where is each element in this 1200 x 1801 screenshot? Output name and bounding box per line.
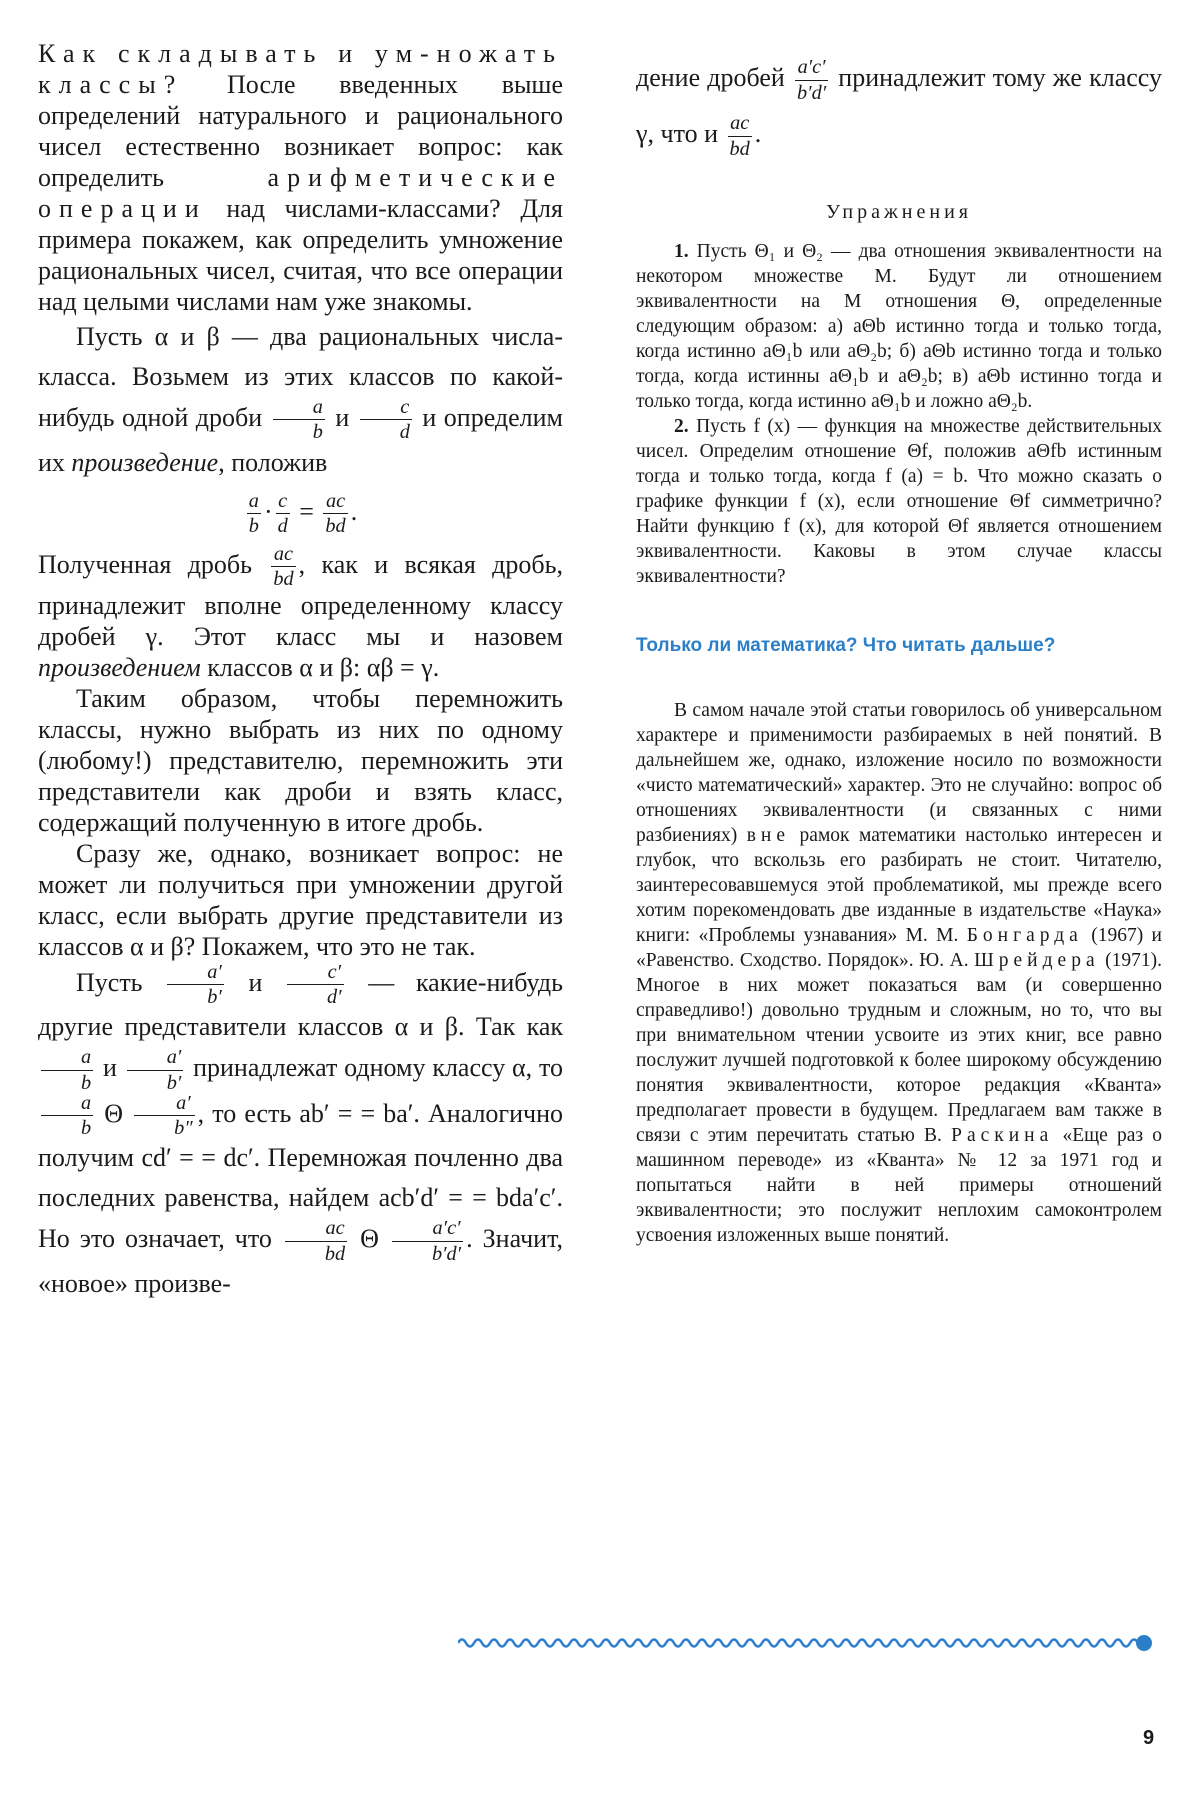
fraction-den: bd	[273, 568, 294, 591]
page-number: 9	[1143, 1727, 1155, 1749]
fraction-num: c	[276, 491, 290, 514]
fraction-num: a	[273, 397, 325, 420]
fraction-den: b′	[166, 1071, 182, 1094]
fraction-num: a	[247, 491, 261, 514]
fraction-num: a′c′	[795, 57, 828, 80]
ab-text-c: , положив	[218, 447, 328, 477]
cont-text-a: дение дробей	[636, 63, 792, 92]
fraction-den: bd	[729, 137, 750, 160]
exercise-2	[636, 414, 1162, 589]
fraction-ac-bd-2	[285, 1218, 347, 1264]
eq-fraction-a-b	[247, 491, 261, 537]
left-column	[38, 38, 563, 1304]
wave-line	[458, 1640, 1138, 1647]
fraction-num: ac	[323, 491, 347, 514]
term-product: произведение	[71, 447, 219, 477]
proof-text-b: — какие-нибудь другие представители классов α и β.	[38, 967, 563, 1042]
reading-text-a: В самом начале этой статьи говорилось об универсальном характере и применимости разбираемых в ней понятий. В дальнейшем же, однако, изложение носило по возможности «чисто математический» характер. Это не случайно: вопрос об отношениях эквивалентности (и связанных с ними разбиениях)	[636, 700, 1162, 846]
reading-spaced-2: Бонгарда	[966, 925, 1083, 946]
fraction-num: a	[41, 1093, 93, 1116]
intro-spaced: арифметические операции	[38, 163, 563, 223]
fraction-ac-bd	[271, 544, 295, 590]
fraction-num: ac	[285, 1218, 347, 1241]
proof-text-f: . Значит, «новое» произве-	[38, 1224, 563, 1298]
fraction-den: b′d′	[431, 1242, 462, 1265]
reading-spaced-1: вне	[746, 825, 791, 846]
proof-text-a: Пусть	[76, 967, 165, 997]
fraction-den: bd	[325, 514, 346, 537]
fraction-num: a′	[167, 962, 224, 985]
paragraph-proof	[38, 962, 563, 1304]
fraction-a1c1-b1d1-right	[795, 57, 828, 103]
section-heading-further-reading: Только ли математика? Что читать дальше?	[636, 635, 1056, 656]
reading-spaced-4: Раскина	[951, 1125, 1054, 1146]
fraction-num: a′	[134, 1093, 195, 1116]
paragraph-result-fraction	[38, 544, 563, 683]
paragraph-further-reading	[636, 698, 1162, 1248]
fraction-num: ac	[728, 113, 752, 136]
exercise-text: Пусть f (x) — функция на множестве действительных чисел. Определим отношение Θf, положив aΘfb истинным тогда и только тогда, когда f (a) = b. Что можно сказать о графике функции f (x), если отношение Θf симметрично? Найти функцию f (x), для которой Θf является отношением эквивалентности. Каковы в этом случае классы эквивалентности?	[636, 416, 1162, 587]
fraction-den: d	[277, 514, 288, 537]
fraction-a1c1-b1d1	[392, 1218, 463, 1264]
paragraph-continuation	[636, 50, 1162, 162]
fraction-num: ac	[271, 544, 295, 567]
exercise-text: Пусть Θ₁ и Θ₂ — два отношения эквивалентности на некотором множестве M. Будут ли отношением эквивалентности на M отношения Θ, определенные следующим образом: а) aΘb истинно тогда и только тогда, когда истинно aΘ₁b или aΘ₂b; б) aΘb истинно тогда и только тогда, когда истинны aΘ₁b и aΘ₂b; в) aΘb истинно тогда и только тогда, когда истинно aΘ₁b и ложно aΘ₂b.	[636, 241, 1162, 412]
proof-text-e: , то есть ab′ = = ba′. Аналогично получим cd′ = = dc′. Перемножая почленно два последних равенства, найдем acb′d′ = = bda′c′. Но это означает, что	[38, 1098, 564, 1254]
fraction-num: c	[360, 397, 412, 420]
theta-symbol-2: Θ	[350, 1224, 389, 1254]
section-heading-exercises: Упражнения	[826, 201, 972, 223]
cont-text-c: .	[754, 119, 762, 148]
fraction-den: b	[81, 1071, 92, 1094]
fraction-a1-b1-2	[127, 1047, 184, 1093]
intro-text-2: над числами-классами? Для примера покажем, как определить умножение рациональных чисел, считая, что все операции над целыми числами нам уже знакомы.	[38, 194, 563, 316]
fraction-den: bd	[324, 1242, 346, 1265]
fraction-den: b′d′	[797, 81, 827, 104]
exercise-1	[636, 239, 1162, 414]
reading-text-c: (1967) и «Равенство. Сходство. Порядок». Ю. А.	[636, 925, 1162, 971]
fraction-den: d	[399, 421, 410, 444]
fraction-c1-d1	[287, 962, 344, 1008]
ab-and: и	[327, 402, 357, 432]
fraction-den: d′	[327, 985, 342, 1008]
proof-text-c: Так как	[464, 1012, 563, 1042]
exercise-number: 1.	[674, 241, 689, 262]
proof-and-2: и	[96, 1053, 124, 1082]
fraction-den: b″	[174, 1117, 193, 1140]
proof-text-d: принадлежат одному классу α, то	[186, 1053, 563, 1082]
fraction-num: a	[41, 1047, 93, 1070]
fraction-num: a′c′	[392, 1218, 463, 1241]
fraction-den: b′	[207, 985, 222, 1008]
result-text-a: Полученная дробь	[38, 549, 269, 579]
eq-end: .	[350, 496, 358, 526]
fraction-den: b	[312, 421, 323, 444]
fraction-num: c′	[287, 962, 344, 985]
exercise-number: 2.	[674, 416, 689, 437]
intro-lead: Как складывать и ум-ножать классы?	[38, 39, 563, 99]
eq-equals: =	[299, 496, 314, 526]
fraction-a-b-3	[41, 1093, 93, 1139]
fraction-a1-b1	[167, 962, 224, 1008]
wave-end-dot	[1136, 1635, 1152, 1651]
reading-text-d: (1971). Многое в них может показаться вам (и совершенно справедливо!) довольно трудным и сложным, но то, что вы при внимательном чтении усвоите из этих книг, все равно послужит лучшей подготовкой к более широкому обсуждению понятия эквивалентности, которое редакция «Кванта» предполагает провести в будущем. Предлагаем вам также в связи с этим перечитать статью В.	[636, 950, 1162, 1146]
right-column	[636, 50, 1162, 1248]
reading-text-e: «Еще раз о машинном переводе» из «Кванта» № 12 за 1971 год и попытаться найти в ней примеры отношений эквивалентности; это послужит неплохим самоконтролем усвоения изложенных выше понятий.	[636, 1125, 1162, 1246]
result-text-c: классов α и β: αβ = γ.	[200, 652, 440, 682]
eq-dot: ·	[263, 496, 273, 526]
fraction-a-b-2	[41, 1047, 93, 1093]
reading-text-b: рамок математики настолько интересен и глубок, что вскользь его разбирать не стоит. Читателю, заинтересовавшемуся этой проблематикой, мы прежде всего хотим порекомендовать две изданные в издательстве «Наука» книги: «Проблемы узнавания» М. М.	[636, 825, 1162, 946]
eq-fraction-ac-bd	[323, 491, 347, 537]
fraction-ac-bd-right	[728, 113, 752, 159]
decorative-wave-divider	[458, 1633, 1158, 1653]
theta-symbol: Θ	[96, 1098, 132, 1128]
fraction-a-b	[273, 397, 325, 443]
ab-text-a: Пусть α и β — два рациональных числа-класса. Возьмем из этих классов по какой-нибудь одной дроби	[38, 322, 563, 432]
fraction-c-d	[360, 397, 412, 443]
paragraph-intro	[38, 38, 563, 317]
result-text-b: , как и всякая дробь, принадлежит вполне определенному классу дробей γ. Этот класс мы и назовем	[38, 549, 563, 651]
ab-text-b: и определим их	[38, 402, 563, 477]
paragraph-question: Сразу же, однако, возникает вопрос: не может ли получиться при умножении другой класс, если выбрать другие представители из классов α и β? Покажем, что это не так.	[38, 838, 563, 961]
fraction-a1-b2	[134, 1093, 195, 1139]
reading-spaced-3: Шрейдера	[974, 950, 1100, 971]
fraction-num: a′	[127, 1047, 184, 1070]
paragraph-summary: Таким образом, чтобы перемножить классы, нужно выбрать из них по одному (любому!) представителю, перемножить эти представители как дроби и взять класс, содержащий полученную в итоге дробь.	[38, 683, 563, 837]
fraction-den: b	[248, 514, 259, 537]
proof-and: и	[226, 967, 285, 997]
eq-fraction-c-d	[276, 491, 290, 537]
fraction-den: b	[81, 1117, 92, 1140]
cont-text-b: принадлежит тому же классу γ, что и	[636, 63, 1162, 148]
paragraph-alpha-beta	[38, 317, 563, 483]
equation-product	[38, 491, 563, 537]
term-product-classes: произведением	[38, 652, 201, 682]
intro-text-1: После введенных выше определений натурального и рационального чисел естественно возникает вопрос: как определить	[38, 70, 563, 192]
